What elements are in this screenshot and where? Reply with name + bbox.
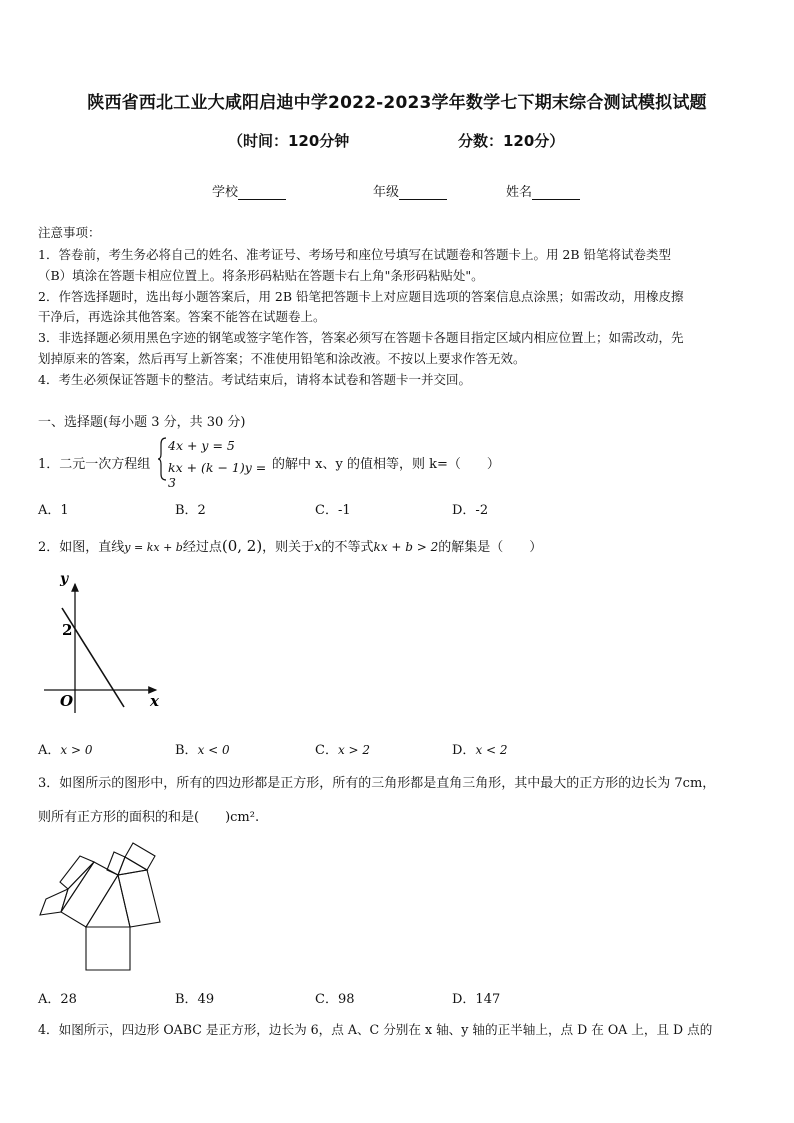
q2-variable: x	[314, 540, 322, 555]
note-line: 划掉原来的答案，然后再写上新答案；不准使用铅笔和涂改液。不按以上要求作答无效。	[38, 351, 526, 366]
q3-option-c[interactable]: C．98	[315, 992, 355, 1007]
q1-option-d[interactable]: D．-2	[452, 503, 489, 518]
x-axis-label: x	[150, 692, 159, 710]
notes-heading: 注意事项：	[38, 225, 101, 240]
exam-time: （时间：120分钟	[228, 132, 350, 150]
small-square-top-left	[107, 852, 125, 875]
main-right-triangle	[86, 875, 130, 927]
q2-graph	[38, 568, 168, 718]
small-square-upper	[60, 856, 94, 889]
q1-option-a[interactable]: A．1	[38, 503, 69, 518]
q2-text: ，则关于	[262, 540, 315, 555]
q3-option-b[interactable]: B．49	[175, 992, 215, 1007]
grade-label: 年级	[373, 185, 400, 200]
q3-option-d[interactable]: D．147	[452, 992, 501, 1007]
name-field	[506, 181, 580, 200]
origin-label: O	[60, 692, 74, 710]
school-blank[interactable]	[238, 187, 286, 200]
note-line: 4．考生必须保证答题卡的整洁。考试结束后，请将本试卷和答题卡一并交回。	[38, 372, 471, 387]
grade-blank[interactable]	[399, 187, 447, 200]
q2-option-b[interactable]: B．x < 0	[175, 743, 230, 758]
note-line: 干净后，再选涂其他答案。答案不能答在试题卷上。	[38, 309, 326, 324]
q3-option-a[interactable]: A．28	[38, 992, 77, 1007]
q2-option-d[interactable]: D．x < 2	[452, 743, 508, 758]
note-line: 3．非选择题必须用黑色字迹的钢笔或签字笔作答，答案必须写在答题卡各题目指定区域内相应位置上；如需改动，先	[38, 330, 684, 345]
page-title: 陕西省西北工业大咸阳启迪中学2022-2023学年数学七下期末综合测试模拟试题	[87, 93, 707, 113]
q3-stem-line-2: 则所有正方形的面积的和是( )cm².	[38, 810, 260, 825]
q1-equation-1: 4x + y = 5	[168, 438, 235, 453]
small-square-top-right	[125, 843, 155, 870]
q4-stem-line-1: 4．如图所示，四边形 OABC 是正方形，边长为 6，点 A、C 分别在 x 轴、y 轴的正半轴上，点 D 在 OA 上，且 D 点的	[38, 1022, 713, 1037]
y-intercept-label: 2	[62, 621, 73, 639]
q2-option-a[interactable]: A．x > 0	[38, 743, 93, 758]
q2-text: 2．如图，直线	[38, 540, 125, 555]
school-field	[212, 181, 286, 200]
q1-suffix: 的解中 x、y 的值相等，则 k=（ ）	[272, 457, 500, 472]
school-label: 学校	[212, 185, 239, 200]
q2-point: (0, 2)	[221, 537, 263, 555]
q1-prefix: 1．二元一次方程组	[38, 457, 151, 472]
q1-equation-2: kx + (k − 1)y = 3	[168, 460, 267, 490]
q1-option-b[interactable]: B．2	[175, 503, 206, 518]
exam-score: 分数：120分）	[458, 132, 565, 150]
note-line: 1．答卷前，考生务必将自己的姓名、准考证号、考场号和座位号填写在试题卷和答题卡上。用 2B 铅笔将试卷类型	[38, 247, 672, 262]
largest-square	[86, 927, 130, 970]
name-label: 姓名	[506, 185, 533, 200]
q3-pythagoras-figure	[36, 842, 186, 974]
brace-icon	[158, 436, 168, 482]
left-square	[61, 862, 118, 927]
right-square	[118, 870, 160, 927]
small-square-lower	[40, 889, 68, 915]
q2-text: 的解集是（ ）	[438, 540, 543, 555]
q1-option-c[interactable]: C．-1	[315, 503, 351, 518]
q2-stem	[38, 536, 542, 555]
q2-inequality: kx + b > 2	[373, 540, 439, 554]
note-line: （B）填涂在答题卡相应位置上。将条形码粘贴在答题卡右上角"条形码粘贴处"。	[38, 268, 484, 283]
name-blank[interactable]	[532, 187, 580, 200]
right-small-triangle	[118, 857, 147, 875]
q1-equation-system	[158, 436, 278, 490]
note-line: 2．作答选择题时，选出每小题答案后，用 2B 铅笔把答题卡上对应题目选项的答案信息点涂黑；如需改动，用橡皮擦	[38, 289, 684, 304]
y-axis-label: y	[60, 571, 69, 587]
grade-field	[373, 181, 447, 200]
q2-text: 的不等式	[321, 540, 374, 555]
section-heading: 一、选择题(每小题 3 分，共 30 分)	[38, 415, 246, 430]
q3-stem-line-1: 3．如图所示的图形中，所有的四边形都是正方形，所有的三角形都是直角三角形，其中最大的正方形的边长为 7cm，	[38, 776, 716, 791]
q2-option-c[interactable]: C．x > 2	[315, 743, 371, 758]
q2-line-equation: y = kx + b	[124, 541, 183, 554]
q2-text: 经过点	[182, 540, 222, 555]
